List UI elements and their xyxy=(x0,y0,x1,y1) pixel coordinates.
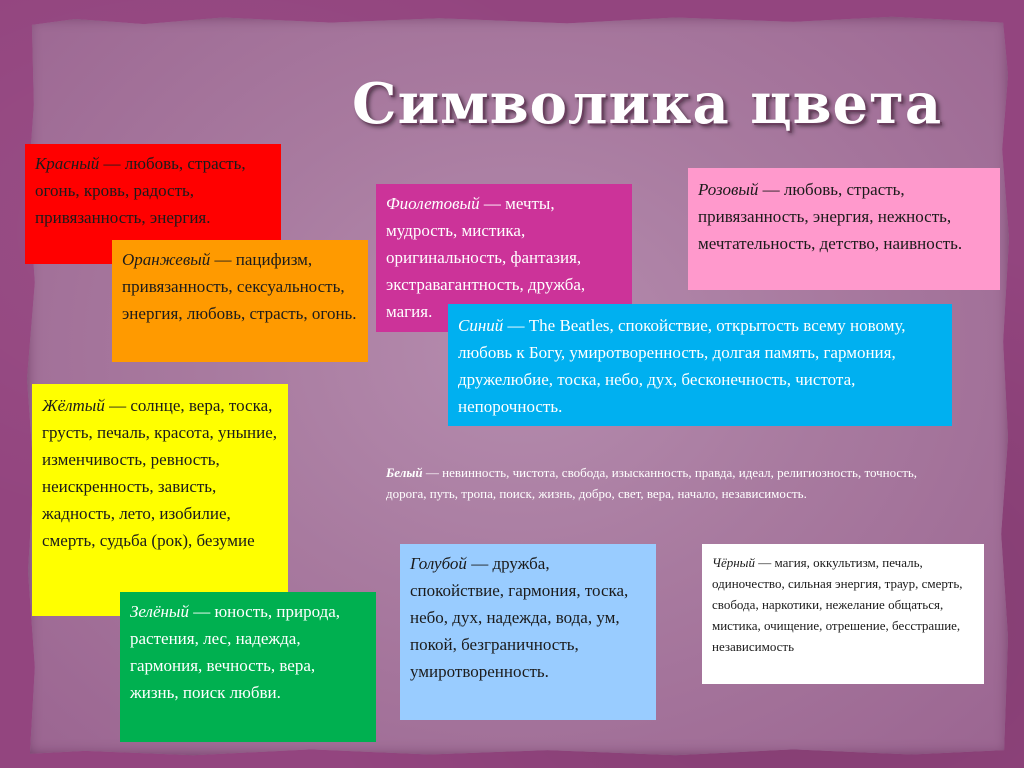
color-box-white xyxy=(378,460,938,530)
color-box-pink xyxy=(688,168,1000,290)
color-meaning-orange: — пацифизм, привязанность, сексуальность, энергия, любовь, страсть, огонь. xyxy=(122,250,357,323)
color-meaning-red: — любовь, страсть, огонь, кровь, радость, привязанность, энергия. xyxy=(35,154,246,227)
color-meaning-green: — юность, природа, растения, лес, надежда, гармония, вечность, вера, жизнь, поиск любви. xyxy=(130,602,341,702)
color-name-yellow: Жёлтый xyxy=(42,396,105,415)
color-name-red: Красный xyxy=(35,154,100,173)
color-meaning-pink: — любовь, страсть, привязанность, энергия, нежность, мечтательность, детство, наивность. xyxy=(698,180,963,253)
color-meaning-blue: — The Beatles, спокойствие, открытость всему новому, любовь к Богу, умиротворенность, долгая память, гармония, дружелюбие, тоска, небо, дух, бесконечность, чистота, непорочность. xyxy=(458,316,906,416)
color-name-black: Чёрный xyxy=(712,555,755,570)
color-name-light-blue: Голубой xyxy=(410,554,467,573)
color-name-green: Зелёный xyxy=(130,602,189,621)
color-box-blue xyxy=(448,304,952,426)
color-name-violet: Фиолетовый xyxy=(386,194,480,213)
color-name-white: Белый xyxy=(386,465,423,480)
color-meaning-yellow: — солнце, вера, тоска, грусть, печаль, красота, уныние, изменчивость, ревность, неискренность, зависть, жадность, лето, изобилие, смерть, судьба (рок), безумие xyxy=(42,396,277,550)
color-meaning-light-blue: — дружба, спокойствие, гармония, тоска, небо, дух, надежда, вода, ум, покой, безграничность, умиротворенность. xyxy=(410,554,629,681)
color-name-blue: Синий xyxy=(458,316,504,335)
color-name-orange: Оранжевый xyxy=(122,250,211,269)
color-box-yellow xyxy=(32,384,288,616)
color-box-black xyxy=(702,544,984,684)
color-box-orange xyxy=(112,240,368,362)
color-box-green xyxy=(120,592,376,742)
color-box-light-blue xyxy=(400,544,656,720)
color-name-pink: Розовый xyxy=(698,180,759,199)
color-meaning-black: — магия, оккультизм, печаль, одиночество, сильная энергия, траур, смерть, свобода, наркотики, нежелание общаться, мистика, очищение, отрешение, бесстрашие, независимость xyxy=(712,555,963,654)
color-meaning-white: — невинность, чистота, свобода, изысканность, правда, идеал, религиозность, точность, дорога, путь, тропа, поиск, жизнь, добро, свет, вера, начало, независимость. xyxy=(386,465,918,501)
slide-title: Символика цвета xyxy=(352,71,943,137)
color-meaning-violet: — мечты, мудрость, мистика, оригинальность, фантазия, экстравагантность, дружба, магия. xyxy=(386,194,586,321)
